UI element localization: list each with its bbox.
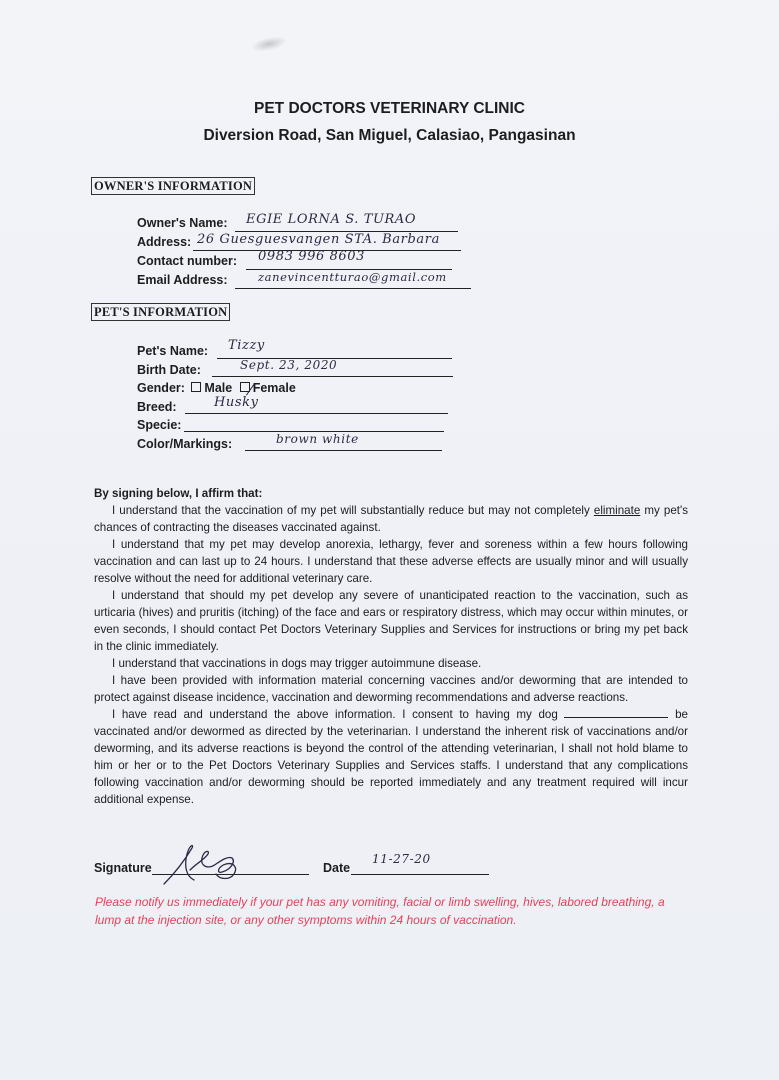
- specie-label: Specie:: [137, 418, 182, 432]
- date-label: Date: [323, 861, 351, 875]
- birth-date-value: Sept. 23, 2020: [240, 358, 338, 372]
- consent-p6-end: be vaccinated and/or dewormed as directed by the veterinarian. I understand the inherent risk of vaccinations and/or deworming, and its adverse reactions is beyond the control of the attending veterinarian, I shall not hold blame to him or her or to the Pet Doctors Veterinary Supplies and Services staffs. I understand that any complications following vaccination and/or deworming should be reported immediately and any treatment required will incur additional expense.: [94, 708, 688, 806]
- consent-p1-underlined: eliminate: [593, 504, 641, 517]
- address-label: Address:: [137, 235, 192, 249]
- email-value: zanevincentturao@gmail.com: [258, 270, 447, 284]
- consent-p6-start: I have read and understand the above information. I consent to having my dog: [112, 708, 565, 721]
- address-value: 26 Guesguesvangen STA. Barbara: [197, 232, 440, 247]
- birth-date-line: [212, 376, 453, 377]
- consent-p1-start: I understand that the vaccination of my pet will substantially reduce but may not completely: [112, 504, 594, 517]
- consent-paragraph-4: I understand that vaccinations in dogs may trigger autoimmune disease.: [112, 657, 482, 670]
- consent-paragraph-1: [94, 502, 688, 536]
- clinic-address: Diversion Road, San Miguel, Calasiao, Pangasinan: [203, 127, 576, 144]
- pet-section-title: PET'S INFORMATION: [91, 303, 230, 321]
- consent-text: [94, 485, 688, 808]
- birth-date-label: Birth Date:: [137, 363, 201, 377]
- color-label: Color/Markings:: [137, 437, 233, 451]
- breed-value: Husky: [214, 395, 259, 410]
- breed-line: [185, 413, 448, 414]
- handwritten-signature: [160, 840, 250, 892]
- paper-smudge: [251, 35, 287, 54]
- contact-value: 0983 996 8603: [258, 249, 366, 264]
- color-value: brown white: [276, 432, 359, 446]
- date-line[interactable]: [351, 874, 489, 875]
- dog-name-blank[interactable]: [564, 706, 668, 718]
- owner-name-label: Owner's Name:: [137, 216, 228, 230]
- contact-label: Contact number:: [137, 254, 237, 268]
- consent-paragraph-2: I understand that my pet may develop anorexia, lethargy, fever and soreness within a few hours following vaccination and can last up to 24 hours. I understand that these adverse effects are usually minor and will usually resolve without the need for additional veterinary care.: [94, 538, 688, 585]
- email-line: [235, 288, 471, 289]
- clinic-name: PET DOCTORS VETERINARY CLINIC: [254, 100, 525, 117]
- consent-paragraph-6: [94, 706, 688, 808]
- female-option: Female: [252, 381, 296, 395]
- pet-name-label: Pet's Name:: [137, 344, 209, 358]
- breed-label: Breed:: [137, 400, 177, 414]
- gender-field: [137, 381, 296, 395]
- consent-p1-end: my pet's chances of contracting the diseases vaccinated against.: [94, 504, 689, 534]
- email-label: Email Address:: [137, 273, 228, 287]
- female-checkbox[interactable]: [240, 382, 250, 392]
- date-value: 11-27-20: [372, 852, 431, 866]
- notice-text: Please notify us immediately if your pet has any vomiting, facial or limb swelling, hives, labored breathing, a lump at the injection site, or any other symptoms within 24 hours of vaccination.: [95, 895, 665, 927]
- gender-label: Gender:: [137, 381, 185, 395]
- consent-paragraph-3: I understand that should my pet develop any severe of unanticipated reaction to the vaccination, such as urticaria (hives) and pruritis (itching) of the face and ears or respiratory distress, which may occur within minutes, or even seconds, I should contact Pet Doctors Veterinary Supplies and Services for instructions or bring my pet back in the clinic immediately.: [94, 589, 688, 653]
- owner-name-value: EGIE LORNA S. TURAO: [246, 212, 417, 227]
- color-line: [245, 450, 442, 451]
- male-checkbox[interactable]: [191, 382, 201, 392]
- signature-label: Signature: [94, 861, 152, 875]
- male-option: Male: [204, 381, 233, 395]
- consent-paragraph-5: I have been provided with information material concerning vaccines and/or deworming that are intended to protect against disease incidence, vaccination and deworming recommendations and adverse reactions.: [94, 674, 688, 704]
- owner-section-title: OWNER'S INFORMATION: [91, 177, 255, 195]
- consent-intro: By signing below, I affirm that:: [94, 487, 263, 500]
- pet-name-value: Tizzy: [228, 338, 265, 353]
